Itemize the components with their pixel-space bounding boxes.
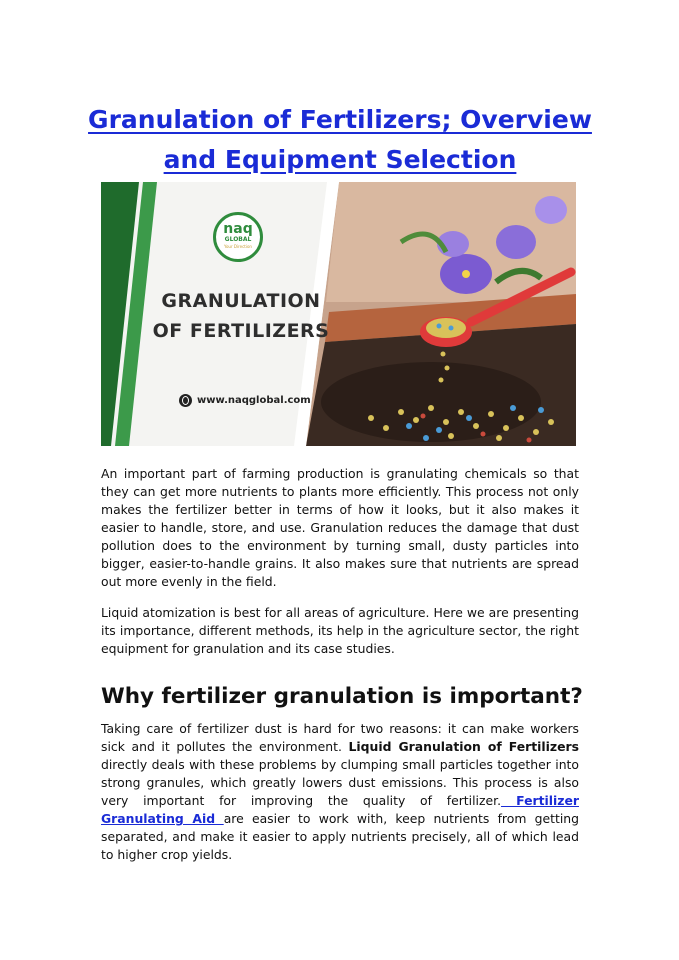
page-title[interactable] [60,100,620,180]
banner-website [179,394,311,407]
banner-heading-line-2: OF FERTILIZERS [152,320,330,342]
logo-sub: GLOBAL [224,236,252,243]
bold-phrase: Liquid Granulation of Fertilizers [348,739,580,754]
title-line-1[interactable]: Granulation of Fertilizers; Overview [88,105,592,134]
title-line-2[interactable]: and Equipment Selection [163,145,517,174]
banner-heading [141,286,341,346]
logo-tagline: Your Direction [224,244,252,249]
banner-heading-line-1: GRANULATION [161,290,321,312]
fertilizer-granulating-aid-link[interactable]: Fertilizer Granulating Aid [101,793,579,826]
intro-paragraph: An important part of farming production is granulating chemicals so that they can get more nutrients to plants more efficiently. This process not only makes the fertilizer better in terms of how it looks, but it also makes it easier to handle, store, and use. Granulation reduces the damage that dust pollution does to the environment by turning small, dusty particles into bigger, easier-to-handle grains. It also makes sure that nutrients are spread out more evenly in the field. [101,466,579,589]
naq-logo [213,212,263,262]
section-heading: Why fertilizer granulation is important? [101,684,583,709]
banner-image [101,182,576,446]
importance-paragraph [101,720,579,864]
globe-icon [179,394,192,407]
logo-text: naq [223,221,253,237]
paragraph-text: are easier to work with, keep nutrients from getting separated, and make it easier to apply nutrients precisely, all of which lead to higher crop yields. [101,811,580,862]
second-paragraph: Liquid atomization is best for all areas of agriculture. Here we are presenting its importance, different methods, its help in the agriculture sector, the right equipment for granulation and its case studies. [101,605,579,656]
paragraph-text: directly deals with these problems by clumping small particles together into strong granules, which greatly lowers dust emissions. This process is also very important for improving the quality of fertilizer. [101,757,579,808]
paragraph-text: Taking care of fertilizer dust is hard for two reasons: it can make workers sick and it pollutes the environment. [101,721,579,754]
website-text: www.naqglobal.com [197,395,311,406]
